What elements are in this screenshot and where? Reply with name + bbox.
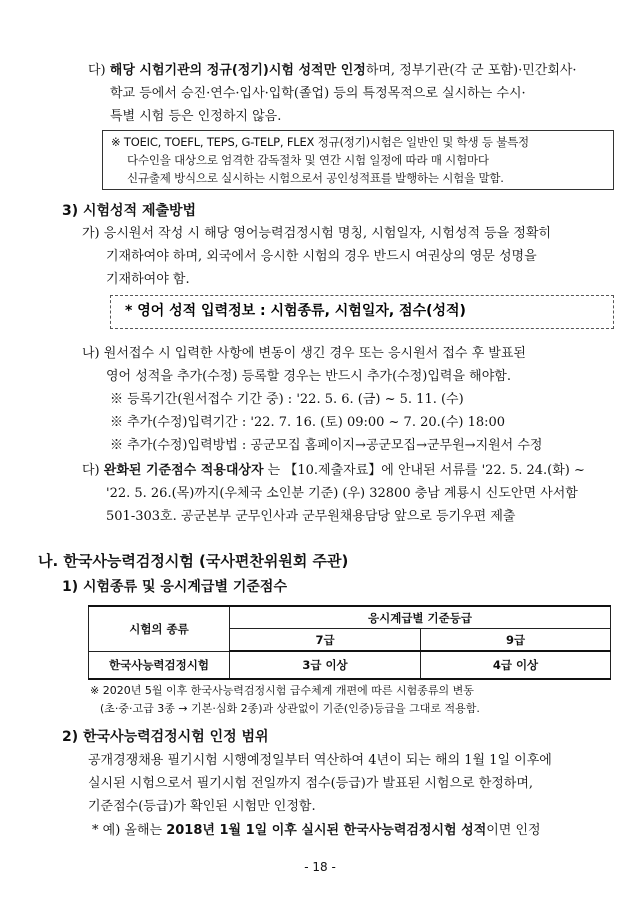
text: 응시원서 작성 시 해당 영어능력검정시험 명칭, 시험일자, 시험성적 등을 정확히 [103,226,552,241]
grade7-header: 7급 [230,629,421,652]
section3-b-line1 [82,345,526,363]
section3-a-line1 [82,225,551,243]
bold-text: 완화된 기준점수 적용대상자 [103,463,264,478]
grade-table [88,605,611,680]
note-line1: ※ TOEIC, TOEFL, TEPS, G-TELP, FLEX 정규(정기)시험은 일반인 및 학생 등 불특정 [111,135,529,149]
section-c-line2: 학교 등에서 승진·연수·입사·입학(졸업) 등의 특정목적으로 실시하는 수시· [110,86,526,101]
section2-line3: 기준점수(등급)가 확인된 시험만 인정함. [88,799,316,814]
note-line3: 신규출제 방식으로 실시하는 시험으로서 공인성적표를 발행하는 시험을 말함. [127,171,504,185]
section2-example [92,822,541,840]
score-info-box [110,295,614,329]
note-line2: 다수인을 대상으로 엄격한 감독절차 및 연간 시험 일정에 따라 매 시험마다 [127,153,489,167]
section3-b-item2: ※ 추가(수정)입력기간 : '22. 7. 16. (토) 09:00 ~ 7. 20.(수) 18:00 [110,415,506,430]
col-exam-header: 시험의 종류 [89,606,230,651]
page-number: - 18 - [304,860,336,874]
section-c-line1 [88,62,577,80]
section-na-heading: 나. 한국사능력검정시험 (국사편찬위원회 주관) [38,552,349,570]
score-info-text: * 영어 성적 입력정보 : 시험종류, 시험일자, 점수(성적) [125,303,466,319]
row-exam-name: 한국사능력검정시험 [89,651,230,679]
note-box [102,130,614,190]
section3-b-line2: 영어 성적을 추가(수정) 등록할 경우는 반드시 추가(수정)입력을 해야함. [106,369,511,384]
example-bold: 2018년 1월 1일 이후 실시된 한국사능력검정시험 성적 [166,823,487,838]
marker: 나) [82,346,100,361]
section3-b-item1: ※ 등록기간(원서접수 기간 중) : '22. 5. 6. (금) ~ 5. 11. (수) [110,392,464,407]
text: 하며, 정부기관(각 군 포함)·민간회사· [365,63,577,78]
section-c-line3: 특별 시험 등은 인정하지 않음. [110,109,282,124]
marker: 다) [88,63,106,78]
table-note-line2: (초·중·고급 3종 → 기본·심화 2종)과 상관없이 기준(인증)등급을 그대로 적용함. [100,702,480,715]
section3-heading: 3) 시험성적 제출방법 [62,203,197,219]
example-suffix: 이면 인정 [486,823,541,838]
section3-c-line2: '22. 5. 26.(목)까지(우체국 소인분 기준) (우) 32800 충남 계룡시 신도안면 사서함 [106,486,578,501]
section3-c-line3: 501-303호. 공군본부 군무인사과 군무원채용담당 앞으로 등기우편 제출 [106,509,516,524]
section3-b-item3: ※ 추가(수정)입력방법 : 공군모집 홈페이지→공군모집→군무원→지원서 수정 [110,438,543,453]
text: 는 【10.제출자료】에 안내된 서류를 '22. 5. 24.(화) ~ [267,463,585,478]
col-group-header: 응시계급별 기준등급 [230,606,611,629]
section-na-sub1: 1) 시험종류 및 응시계급별 기준점수 [62,579,287,595]
text: 원서접수 시 입력한 사항에 변동이 생긴 경우 또는 응시원서 접수 후 발표된 [103,346,526,361]
marker: 가) [82,226,100,241]
example-prefix: * 예) 올해는 [92,823,163,838]
section2-heading: 2) 한국사능력검정시험 인정 범위 [62,729,269,745]
section2-line2: 실시된 시험으로서 필기시험 전일까지 점수(등급)가 발표된 시험으로 한정하며, [88,776,534,791]
row-grade7-value: 3급 이상 [230,651,421,679]
section3-a-line2: 기재하여야 하며, 외국에서 응시한 시험의 경우 반드시 여권상의 영문 성명을 [106,249,537,264]
marker: 다) [82,463,100,478]
grade9-header: 9급 [421,629,611,652]
section3-c-line1 [82,462,585,480]
section2-line1: 공개경쟁채용 필기시험 시행예정일부터 역산하여 4년이 되는 해의 1월 1일 이후에 [88,753,552,768]
bold-text: 해당 시험기관의 정규(정기)시험 성적만 인정 [109,63,366,78]
row-grade9-value: 4급 이상 [421,651,611,679]
section3-a-line3: 기재하여야 함. [106,272,190,287]
table-note-line1: ※ 2020년 5월 이후 한국사능력검정시험 급수체계 개편에 따른 시험종류의 변동 [90,684,474,697]
